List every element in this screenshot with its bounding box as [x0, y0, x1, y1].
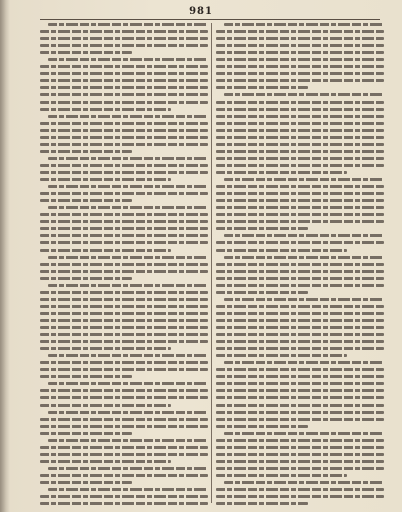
- text-line: [40, 51, 132, 54]
- text-line: [216, 396, 384, 399]
- paragraph: [40, 467, 208, 484]
- text-line: [40, 319, 208, 322]
- text-line: [216, 171, 347, 174]
- text-line: [40, 220, 208, 223]
- text-line: [40, 312, 208, 315]
- text-line: [40, 396, 208, 399]
- paragraph: [40, 411, 208, 435]
- paragraph: [40, 439, 208, 463]
- text-line: [40, 37, 208, 40]
- text-line: [216, 354, 347, 357]
- text-line: [216, 79, 384, 82]
- text-line: [40, 164, 208, 167]
- text-line: [224, 234, 384, 237]
- text-line: [216, 467, 384, 470]
- text-line: [216, 319, 384, 322]
- text-line: [216, 340, 384, 343]
- text-line: [40, 368, 208, 371]
- text-line: [48, 488, 208, 491]
- text-line: [40, 291, 208, 294]
- paragraph: [216, 178, 384, 230]
- text-line: [40, 404, 171, 407]
- text-line: [40, 298, 208, 301]
- paragraph: [40, 185, 208, 202]
- text-line: [224, 178, 384, 181]
- text-line: [48, 115, 208, 118]
- text-line: [40, 122, 208, 125]
- text-line: [40, 389, 208, 392]
- text-line: [40, 502, 208, 505]
- text-column-left: [40, 23, 208, 505]
- text-line: [216, 65, 384, 68]
- text-line: [40, 249, 171, 252]
- text-line: [216, 199, 384, 202]
- text-line: [216, 101, 384, 104]
- text-line: [216, 495, 384, 498]
- text-line: [224, 432, 384, 435]
- text-line: [216, 404, 384, 407]
- text-line: [224, 256, 384, 259]
- text-line: [40, 277, 132, 280]
- column-rule: [211, 23, 212, 503]
- text-line: [216, 192, 384, 195]
- paragraph: [40, 206, 208, 251]
- text-line: [40, 446, 208, 449]
- text-line: [40, 340, 208, 343]
- text-line: [216, 44, 384, 47]
- text-line: [216, 143, 384, 146]
- text-line: [224, 361, 384, 364]
- paragraph: [216, 23, 384, 89]
- text-line: [40, 241, 208, 244]
- text-line: [216, 220, 384, 223]
- text-line: [216, 86, 308, 89]
- text-line: [216, 375, 384, 378]
- text-line: [40, 333, 208, 336]
- text-line: [216, 241, 384, 244]
- text-line: [216, 185, 384, 188]
- text-line: [216, 474, 347, 477]
- text-line: [40, 375, 132, 378]
- text-line: [48, 411, 208, 414]
- text-line: [40, 495, 208, 498]
- text-line: [40, 326, 208, 329]
- text-line: [216, 213, 384, 216]
- text-line: [40, 143, 208, 146]
- paragraph: [40, 488, 208, 505]
- paragraph: [216, 432, 384, 477]
- text-line: [40, 44, 208, 47]
- text-line: [216, 382, 384, 385]
- text-line: [40, 432, 132, 435]
- text-line: [40, 86, 208, 89]
- text-line: [216, 51, 384, 54]
- text-line: [40, 72, 208, 75]
- text-line: [48, 185, 208, 188]
- text-line: [40, 305, 208, 308]
- text-line: [40, 93, 208, 96]
- text-line: [40, 234, 208, 237]
- text-line: [216, 326, 384, 329]
- text-line: [40, 347, 171, 350]
- text-line: [48, 354, 208, 357]
- text-line: [40, 65, 208, 68]
- text-line: [216, 460, 384, 463]
- text-line: [48, 206, 208, 209]
- text-line: [216, 368, 384, 371]
- text-line: [216, 453, 384, 456]
- text-line: [216, 418, 384, 421]
- text-line: [40, 474, 208, 477]
- text-line: [40, 453, 208, 456]
- text-line: [216, 129, 384, 132]
- text-line: [216, 150, 384, 153]
- spine-shadow: [0, 0, 10, 512]
- paragraph: [216, 93, 384, 174]
- paragraph: [40, 284, 208, 350]
- text-line: [216, 284, 384, 287]
- text-line: [224, 93, 384, 96]
- text-line: [40, 136, 208, 139]
- text-line: [216, 227, 308, 230]
- text-line: [40, 171, 208, 174]
- text-line: [40, 263, 208, 266]
- text-line: [216, 136, 384, 139]
- text-line: [48, 382, 208, 385]
- text-line: [216, 333, 384, 336]
- text-line: [216, 446, 384, 449]
- text-line: [216, 488, 384, 491]
- paragraph: [216, 361, 384, 427]
- text-line: [40, 129, 208, 132]
- text-line: [40, 108, 171, 111]
- text-line: [216, 389, 384, 392]
- text-line: [40, 460, 171, 463]
- text-line: [40, 418, 208, 421]
- paragraph: [40, 115, 208, 153]
- text-line: [40, 213, 208, 216]
- text-line: [48, 23, 208, 26]
- text-line: [216, 108, 384, 111]
- text-line: [216, 502, 308, 505]
- paragraph: [216, 256, 384, 294]
- text-line: [216, 72, 384, 75]
- page-number: 981: [189, 6, 213, 17]
- paragraph: [40, 256, 208, 280]
- text-line: [48, 157, 208, 160]
- text-line: [216, 263, 384, 266]
- text-line: [48, 467, 208, 470]
- text-line: [216, 312, 384, 315]
- text-line: [216, 37, 384, 40]
- text-line: [216, 30, 384, 33]
- paragraph: [40, 354, 208, 378]
- paragraph: [40, 23, 208, 54]
- text-line: [48, 284, 208, 287]
- text-column-right: [216, 23, 384, 505]
- paragraph: [40, 58, 208, 110]
- text-line: [216, 249, 347, 252]
- paragraph: [216, 298, 384, 357]
- text-line: [216, 439, 384, 442]
- text-line: [48, 58, 208, 61]
- text-line: [216, 206, 384, 209]
- text-line: [216, 122, 384, 125]
- text-line: [216, 277, 384, 280]
- text-line: [224, 481, 384, 484]
- text-line: [216, 157, 384, 160]
- text-line: [40, 192, 208, 195]
- text-line: [216, 411, 384, 414]
- text-line: [40, 101, 208, 104]
- text-line: [48, 439, 208, 442]
- text-line: [216, 425, 308, 428]
- paragraph: [40, 157, 208, 181]
- text-line: [40, 227, 208, 230]
- paragraph: [216, 234, 384, 251]
- text-line: [216, 164, 384, 167]
- text-line: [40, 178, 171, 181]
- text-line: [40, 30, 208, 33]
- paragraph: [40, 382, 208, 406]
- text-line: [40, 425, 208, 428]
- text-line: [216, 58, 384, 61]
- paragraph: [216, 481, 384, 505]
- text-line: [40, 270, 208, 273]
- text-line: [48, 256, 208, 259]
- header-rule: [40, 19, 380, 20]
- text-line: [224, 23, 384, 26]
- text-line: [40, 150, 132, 153]
- text-line: [216, 347, 384, 350]
- text-line: [216, 305, 384, 308]
- text-line: [40, 79, 208, 82]
- text-line: [40, 361, 208, 364]
- text-line: [40, 199, 132, 202]
- text-line: [216, 270, 384, 273]
- text-line: [40, 481, 132, 484]
- text-line: [224, 298, 384, 301]
- text-line: [216, 291, 308, 294]
- text-line: [216, 115, 384, 118]
